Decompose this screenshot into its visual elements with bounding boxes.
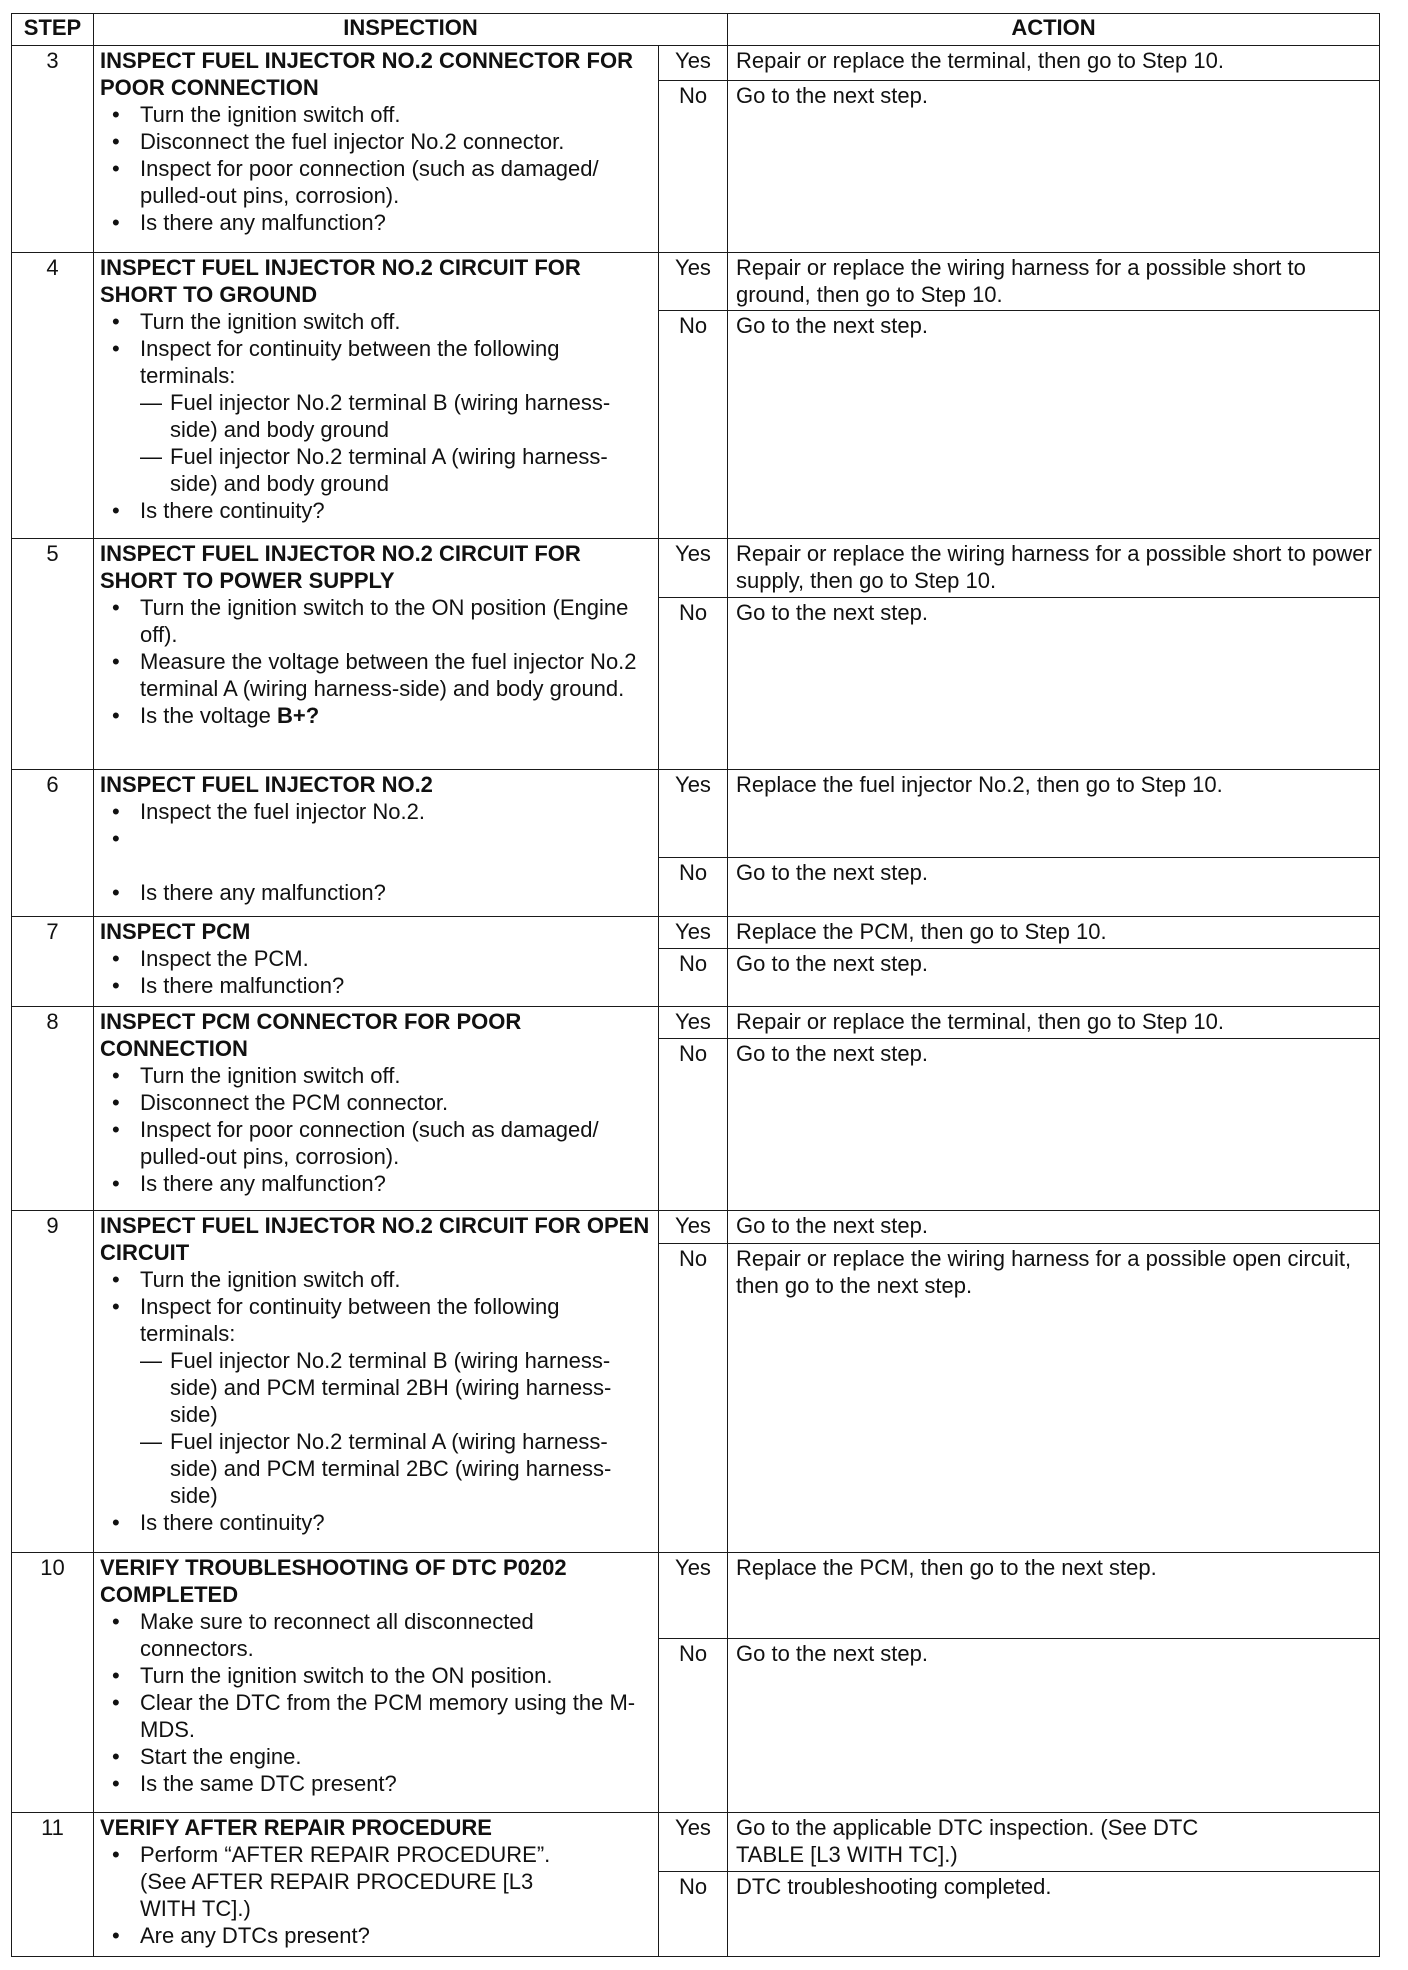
- no-label: No: [659, 858, 728, 917]
- step-row-6: [12, 770, 1380, 858]
- no-action: Go to the next step.: [728, 1639, 1380, 1813]
- header-step: STEP: [12, 14, 94, 46]
- step-row-8: [12, 1006, 1380, 1038]
- list-item: • Is there continuity?: [100, 497, 652, 524]
- no-label: No: [659, 1871, 728, 1956]
- no-label: No: [659, 1639, 728, 1813]
- list-item-text: Inspect for continuity between the following terminals:: [140, 335, 560, 388]
- step-number: 11: [12, 1813, 94, 1957]
- step-row-3: [12, 46, 1380, 80]
- inspection-title: VERIFY AFTER REPAIR PROCEDURE: [100, 1815, 492, 1841]
- no-action: Go to the next step.: [728, 858, 1380, 917]
- list-item: [100, 702, 652, 729]
- inspection-title: INSPECT FUEL INJECTOR NO.2 CIRCUIT FOR SHORT TO GROUND: [100, 254, 581, 307]
- list-item: [100, 335, 652, 497]
- list-item: • Is there any malfunction?: [100, 209, 652, 236]
- yes-action: Repair or replace the terminal, then go to Step 10.: [728, 46, 1380, 80]
- inspection-list: [100, 798, 652, 906]
- yes-label: Yes: [659, 1006, 728, 1038]
- sub-item-text: Fuel injector No.2 terminal B (wiring harness-side) and body ground: [170, 389, 611, 442]
- list-item: • Turn the ignition switch to the ON position (Engine off).: [100, 594, 652, 648]
- no-label: No: [659, 311, 728, 538]
- no-action: DTC troubleshooting completed.: [728, 1871, 1380, 1956]
- inspection-list: [100, 1266, 652, 1536]
- inspection-title: INSPECT PCM CONNECTOR FOR POOR CONNECTION: [100, 1008, 522, 1061]
- list-item: [100, 1293, 652, 1509]
- inspection-title: INSPECT FUEL INJECTOR NO.2 CIRCUIT FOR OPEN CIRCUIT: [100, 1212, 650, 1265]
- step-row-10: [12, 1552, 1380, 1639]
- list-item: • Is the same DTC present?: [100, 1770, 652, 1797]
- inspection-title: INSPECT FUEL INJECTOR NO.2 CONNECTOR FOR POOR CONNECTION: [100, 48, 633, 101]
- list-item-text: Is the voltage: [140, 702, 277, 728]
- inspection-cell: [94, 252, 659, 538]
- sub-list-item: — Fuel injector No.2 terminal B (wiring harness-side) and PCM terminal 2BH (wiring harness-side): [140, 1347, 612, 1427]
- step-number: 5: [12, 538, 94, 769]
- step-number: 10: [12, 1552, 94, 1813]
- list-item: • Is there malfunction?: [100, 972, 652, 999]
- list-item: • Turn the ignition switch off.: [100, 1266, 652, 1293]
- yes-action: Repair or replace the wiring harness for a possible short to power supply, then go to Step 10.: [728, 538, 1380, 598]
- yes-label: Yes: [659, 916, 728, 948]
- list-item: • Inspect for poor connection (such as damaged/ pulled-out pins, corrosion).: [100, 155, 652, 209]
- inspection-cell: [94, 770, 659, 917]
- yes-label: Yes: [659, 46, 728, 80]
- inspection-list: [100, 308, 652, 524]
- yes-label: Yes: [659, 252, 728, 311]
- yes-action: Replace the PCM, then go to Step 10.: [728, 916, 1380, 948]
- inspection-cell: [94, 46, 659, 252]
- yes-label: Yes: [659, 770, 728, 858]
- inspection-title: INSPECT PCM: [100, 918, 251, 944]
- list-item: • Start the engine.: [100, 1743, 652, 1770]
- header-inspection: INSPECTION: [94, 14, 728, 46]
- no-label: No: [659, 1038, 728, 1210]
- sub-list-item: — Fuel injector No.2 terminal A (wiring harness-side) and body ground: [140, 443, 608, 496]
- step-row-11: [12, 1813, 1380, 1872]
- inspection-title: VERIFY TROUBLESHOOTING OF DTC P0202 COMPLETED: [100, 1554, 567, 1607]
- yes-action: Repair or replace the wiring harness for a possible short to ground, then go to Step 10.: [728, 252, 1380, 311]
- sub-item-text: Fuel injector No.2 terminal B (wiring harness-side) and PCM terminal 2BH (wiring harness-side): [170, 1347, 612, 1427]
- yes-label: Yes: [659, 1210, 728, 1243]
- sub-list-item: — Fuel injector No.2 terminal A (wiring harness-side) and PCM terminal 2BC (wiring harness-side): [140, 1428, 612, 1508]
- inspection-list: [100, 1841, 652, 1949]
- no-action: Repair or replace the wiring harness for a possible open circuit, then go to the next step.: [728, 1244, 1380, 1552]
- yes-action: Replace the PCM, then go to the next step.: [728, 1552, 1380, 1639]
- no-label: No: [659, 80, 728, 252]
- list-item: • Turn the ignition switch off.: [100, 1062, 652, 1089]
- step-number: 9: [12, 1210, 94, 1552]
- sub-item-text: Fuel injector No.2 terminal A (wiring harness-side) and body ground: [170, 443, 608, 496]
- list-item: • Perform “AFTER REPAIR PROCEDURE”. (See AFTER REPAIR PROCEDURE [L3 WITH TC].): [100, 1841, 652, 1922]
- yes-label: Yes: [659, 1552, 728, 1639]
- no-action: Go to the next step.: [728, 80, 1380, 252]
- step-number: 8: [12, 1006, 94, 1210]
- list-item: • Make sure to reconnect all disconnected connectors.: [100, 1608, 652, 1662]
- header-row: [12, 14, 1380, 46]
- inspection-list: [100, 101, 652, 236]
- step-number: 4: [12, 252, 94, 538]
- yes-label: Yes: [659, 538, 728, 598]
- list-item: • Disconnect the fuel injector No.2 connector.: [100, 128, 652, 155]
- no-action: Go to the next step.: [728, 598, 1380, 770]
- step-number: 7: [12, 916, 94, 1006]
- no-label: No: [659, 598, 728, 770]
- inspection-cell: [94, 538, 659, 769]
- no-action: Go to the next step.: [728, 311, 1380, 538]
- sub-list: [140, 389, 652, 497]
- list-item: • Inspect for poor connection (such as damaged/ pulled-out pins, corrosion).: [100, 1116, 652, 1170]
- yes-label: Yes: [659, 1813, 728, 1872]
- list-item: • Measure the voltage between the fuel injector No.2 terminal A (wiring harness-side) and body ground.: [100, 648, 652, 702]
- list-item: • Disconnect the PCM connector.: [100, 1089, 652, 1116]
- yes-action: Go to the applicable DTC inspection. (See DTC TABLE [L3 WITH TC].): [728, 1813, 1380, 1872]
- list-item: • Turn the ignition switch off.: [100, 308, 652, 335]
- sub-list: [140, 1347, 652, 1509]
- list-item-text: Inspect for continuity between the following terminals:: [140, 1293, 560, 1346]
- step-row-7: [12, 916, 1380, 948]
- no-label: No: [659, 949, 728, 1007]
- header-action: ACTION: [728, 14, 1380, 46]
- list-item: • Are any DTCs present?: [100, 1922, 652, 1949]
- voltage-value: B+?: [276, 702, 320, 728]
- step-row-9: [12, 1210, 1380, 1243]
- step-number: 6: [12, 770, 94, 917]
- list-item: • Inspect the fuel injector No.2.: [100, 798, 652, 825]
- troubleshooting-table: [11, 13, 1380, 1957]
- list-item: • Is there continuity?: [100, 1509, 652, 1536]
- inspection-cell: [94, 1006, 659, 1210]
- inspection-cell: [94, 1552, 659, 1813]
- sub-item-text: Fuel injector No.2 terminal A (wiring harness-side) and PCM terminal 2BC (wiring harness-side): [170, 1428, 612, 1508]
- list-item: • Is there any malfunction?: [100, 879, 652, 906]
- list-item: • Turn the ignition switch to the ON position.: [100, 1662, 652, 1689]
- inspection-list: [100, 945, 652, 999]
- list-item: • Inspect the PCM.: [100, 945, 652, 972]
- sub-list-item: — Fuel injector No.2 terminal B (wiring harness-side) and body ground: [140, 389, 611, 442]
- inspection-cell: [94, 1210, 659, 1552]
- inspection-cell: [94, 916, 659, 1006]
- step-row-5: [12, 538, 1380, 598]
- yes-action: Repair or replace the terminal, then go to Step 10.: [728, 1006, 1380, 1038]
- yes-action: Replace the fuel injector No.2, then go to Step 10.: [728, 770, 1380, 858]
- list-item: • Turn the ignition switch off.: [100, 101, 652, 128]
- no-label: No: [659, 1244, 728, 1552]
- inspection-list: [100, 594, 652, 729]
- list-item-gap: [100, 825, 652, 879]
- inspection-cell: [94, 1813, 659, 1957]
- no-action: Go to the next step.: [728, 949, 1380, 1007]
- list-item: • Clear the DTC from the PCM memory using the M-MDS.: [100, 1689, 652, 1743]
- yes-action: Go to the next step.: [728, 1210, 1380, 1243]
- inspection-title: INSPECT FUEL INJECTOR NO.2 CIRCUIT FOR SHORT TO POWER SUPPLY: [100, 540, 581, 593]
- inspection-list: [100, 1062, 652, 1197]
- no-action: Go to the next step.: [728, 1038, 1380, 1210]
- step-row-4: [12, 252, 1380, 311]
- step-number: 3: [12, 46, 94, 252]
- list-item: • Is there any malfunction?: [100, 1170, 652, 1197]
- inspection-title: INSPECT FUEL INJECTOR NO.2: [100, 772, 433, 798]
- inspection-list: [100, 1608, 652, 1797]
